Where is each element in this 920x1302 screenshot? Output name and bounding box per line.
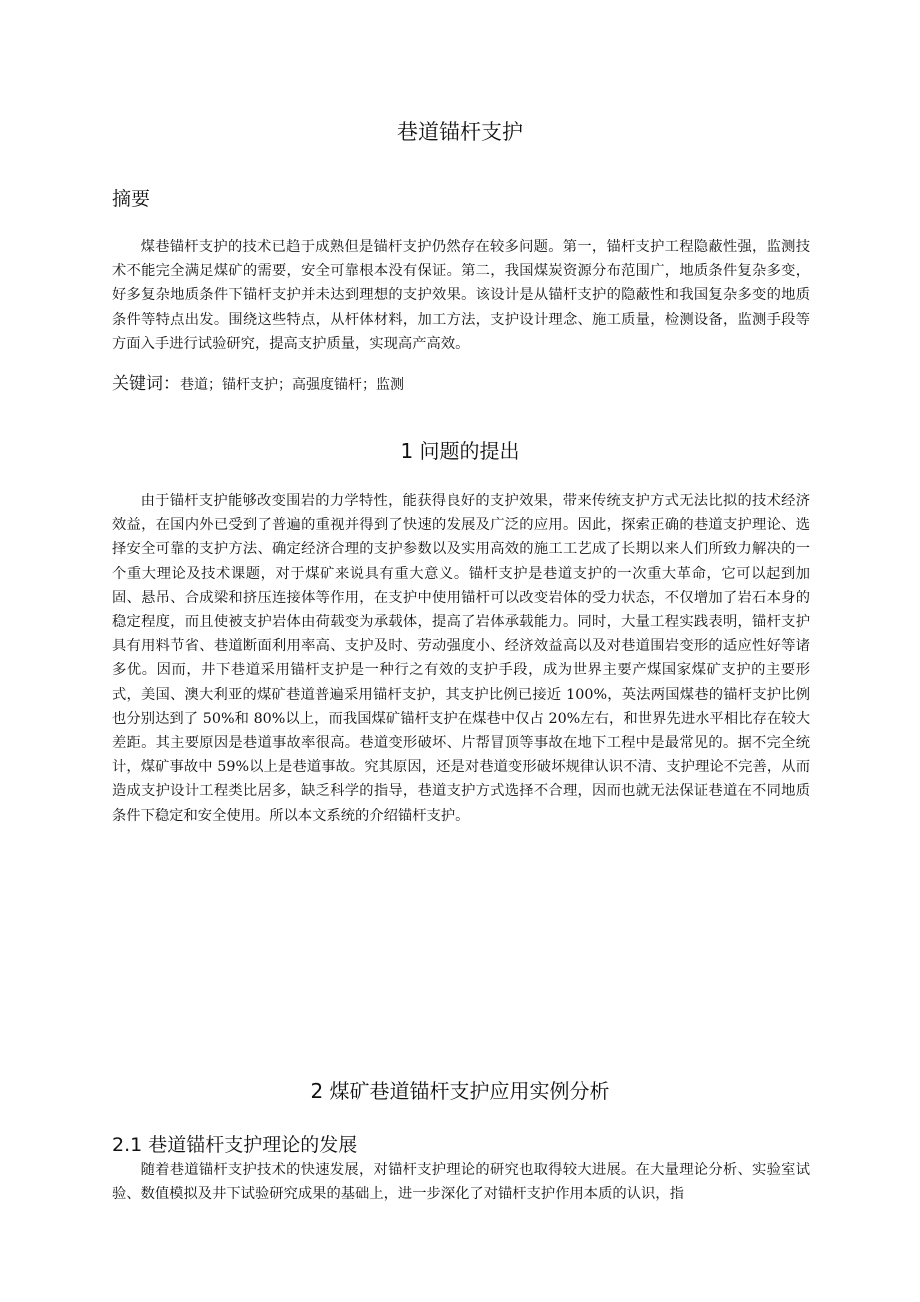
keywords-text: 巷道；锚杆支护；高强度锚杆；监测 bbox=[180, 377, 404, 393]
keywords-line bbox=[112, 369, 404, 394]
section1-paragraph: 由于锚杆支护能够改变围岩的力学特性，能获得良好的支护效果，带来传统支护方式无法比拟的技术经济效益，在国内外已受到了普遍的重视并得到了快速的发展及广泛的应用。因此，探索正确的巷道支护理论、选择安全可靠的支护方法、确定经济合理的支护参数以及实用高效的施工工艺成了长期以来人们所致力解决的一个重大理论及技术课题，对于煤矿来说具有重大意义。锚杆支护是巷道支护的一次重大革命，它可以起到加固、悬吊、合成梁和挤压连接体等作用，在支护中使用锚杆可以改变岩体的受力状态，不仅增加了岩石本身的稳定程度，而且使被支护岩体由荷载变为承载体，提高了岩体承载能力。同时，大量工程实践表明，锚杆支护具有用料节省、巷道断面利用率高、支护及时、劳动强度小、经济效益高以及对巷道围岩变形的适应性好等诸多优。因而，井下巷道采用锚杆支护是一种行之有效的支护手段，成为世界主要产煤国家煤矿支护的主要形式，美国、澳大利亚的煤矿巷道普遍采用锚杆支护，其支护比例已接近 100%，英法两国煤巷的锚杆支护比例也分别达到了 50%和 80%以上，而我国煤矿锚杆支护在煤巷中仅占 20%左右，和世界先进水平相比存在较大差距。其主要原因是巷道事故率很高。巷道变形破坏、片帮冒顶等事故在地下工程中是最常见的。据不完全统计，煤矿事故中 59%以上是巷道事故。究其原因，还是对巷道变形破坏规律认识不清、支护理论不完善，从而造成支护设计工程类比居多，缺乏科学的指导，巷道支护方式选择不合理，因而也就无法保证巷道在不同地质条件下稳定和安全使用。所以本文系统的介绍锚杆支护。 bbox=[112, 493, 810, 824]
section2-1-paragraph: 随着巷道锚杆支护技术的快速发展，对锚杆支护理论的研究也取得较大进展。在大量理论分析、实验室试验、数值模拟及井下试验研究成果的基础上，进一步深化了对锚杆支护作用本质的认识，指 bbox=[112, 1162, 810, 1203]
document-title: 巷道锚杆支护 bbox=[397, 120, 523, 144]
keywords-label: 关键词： bbox=[112, 374, 180, 394]
section2-heading: 2 煤矿巷道锚杆支护应用实例分析 bbox=[310, 1079, 610, 1103]
abstract-heading: 摘要 bbox=[112, 188, 151, 210]
section2-1-heading: 2.1 巷道锚杆支护理论的发展 bbox=[112, 1134, 358, 1156]
abstract-paragraph: 煤巷锚杆支护的技术已趋于成熟但是锚杆支护仍然存在较多问题。第一，锚杆支护工程隐蔽性强，监测技术不能完全满足煤矿的需要，安全可靠根本没有保证。第二，我国煤炭资源分布范围广，地质条件复杂多变，好多复杂地质条件下锚杆支护并未达到理想的支护效果。该设计是从锚杆支护的隐蔽性和我国复杂多变的地质条件等特点出发。围绕这些特点，从杆体材料，加工方法，支护设计理念、施工质量，检测设备，监测手段等方面入手进行试验研究，提高支护质量，实现高产高效。 bbox=[112, 239, 810, 352]
section1-heading: 1 问题的提出 bbox=[400, 439, 520, 463]
